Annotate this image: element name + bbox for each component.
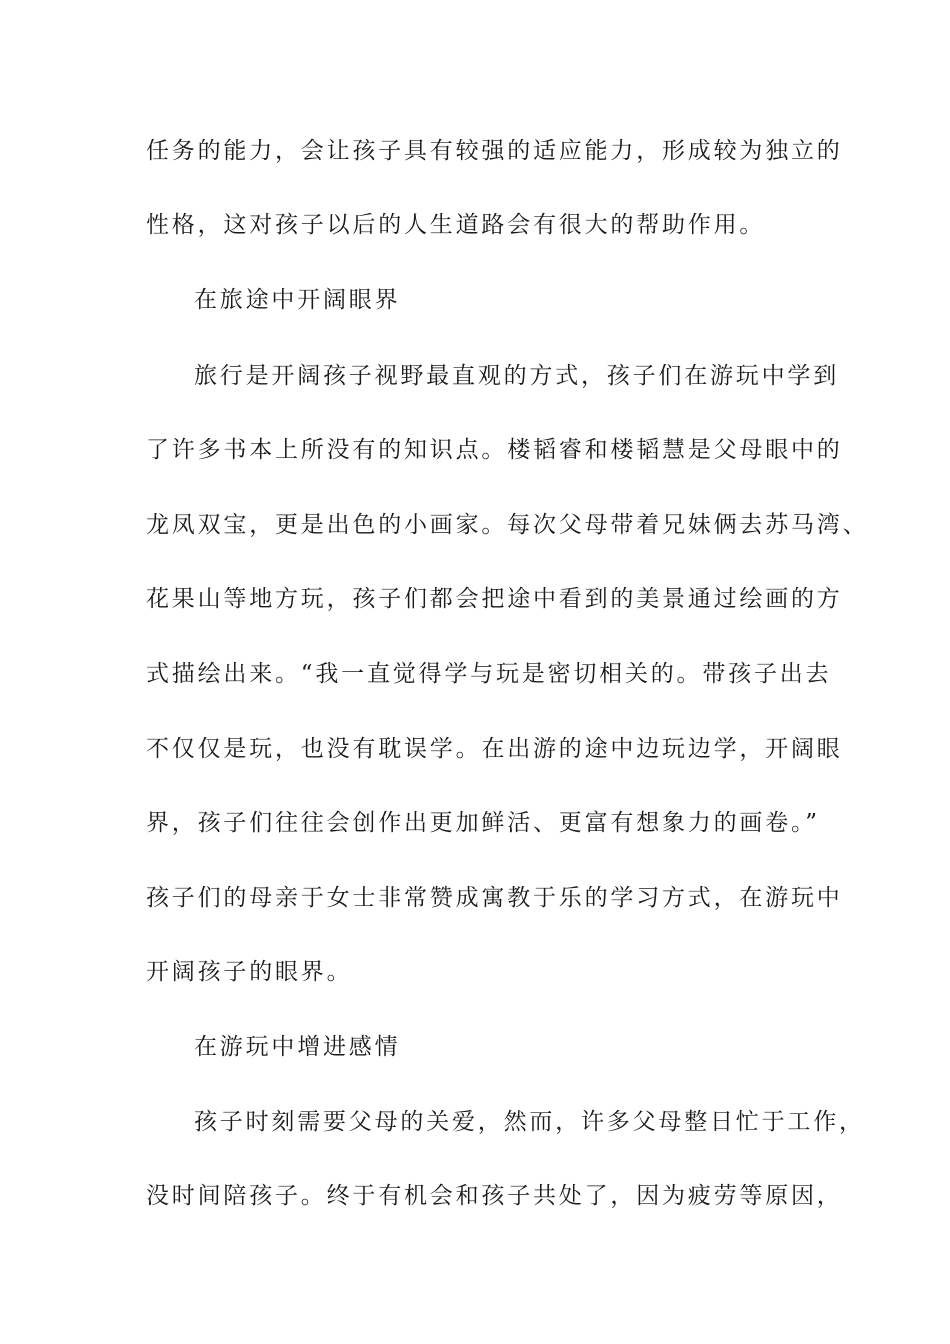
text-line: 任务的能力，会让孩子具有较强的适应能力，形成较为独立的	[146, 138, 843, 164]
text-line: 了许多书本上所没有的知识点。楼韬睿和楼韬慧是父母眼中的	[146, 437, 843, 463]
text-line: 不仅仅是玩，也没有耽误学。在出游的途中边玩边学，开阔眼	[146, 736, 843, 762]
text-line: 孩子们的母亲于女士非常赞成寓教于乐的学习方式，在游玩中	[146, 885, 843, 911]
text-line: 花果山等地方玩，孩子们都会把途中看到的美景通过绘画的方	[146, 586, 843, 612]
text-line: 孩子时刻需要父母的关爱，然而，许多父母整日忙于工作，	[194, 1109, 865, 1135]
text-line: 开阔孩子的眼界。	[146, 959, 353, 985]
text-line: 性格，这对孩子以后的人生道路会有很大的帮助作用。	[146, 212, 766, 238]
text-line: 旅行是开阔孩子视野最直观的方式，孩子们在游玩中学到	[194, 363, 839, 389]
section-heading: 在旅途中开阔眼界	[194, 287, 401, 313]
text-line: 界，孩子们往往会创作出更加鲜活、更富有想象力的画卷。”	[146, 810, 820, 836]
section-heading: 在游玩中增进感情	[194, 1034, 401, 1060]
text-line: 没时间陪孩子。终于有机会和孩子共处了，因为疲劳等原因，	[146, 1183, 843, 1209]
text-line: 式描绘出来。“我一直觉得学与玩是密切相关的。带孩子出去	[146, 661, 832, 687]
text-line: 龙凤双宝，更是出色的小画家。每次父母带着兄妹俩去苏马湾、	[146, 512, 869, 538]
